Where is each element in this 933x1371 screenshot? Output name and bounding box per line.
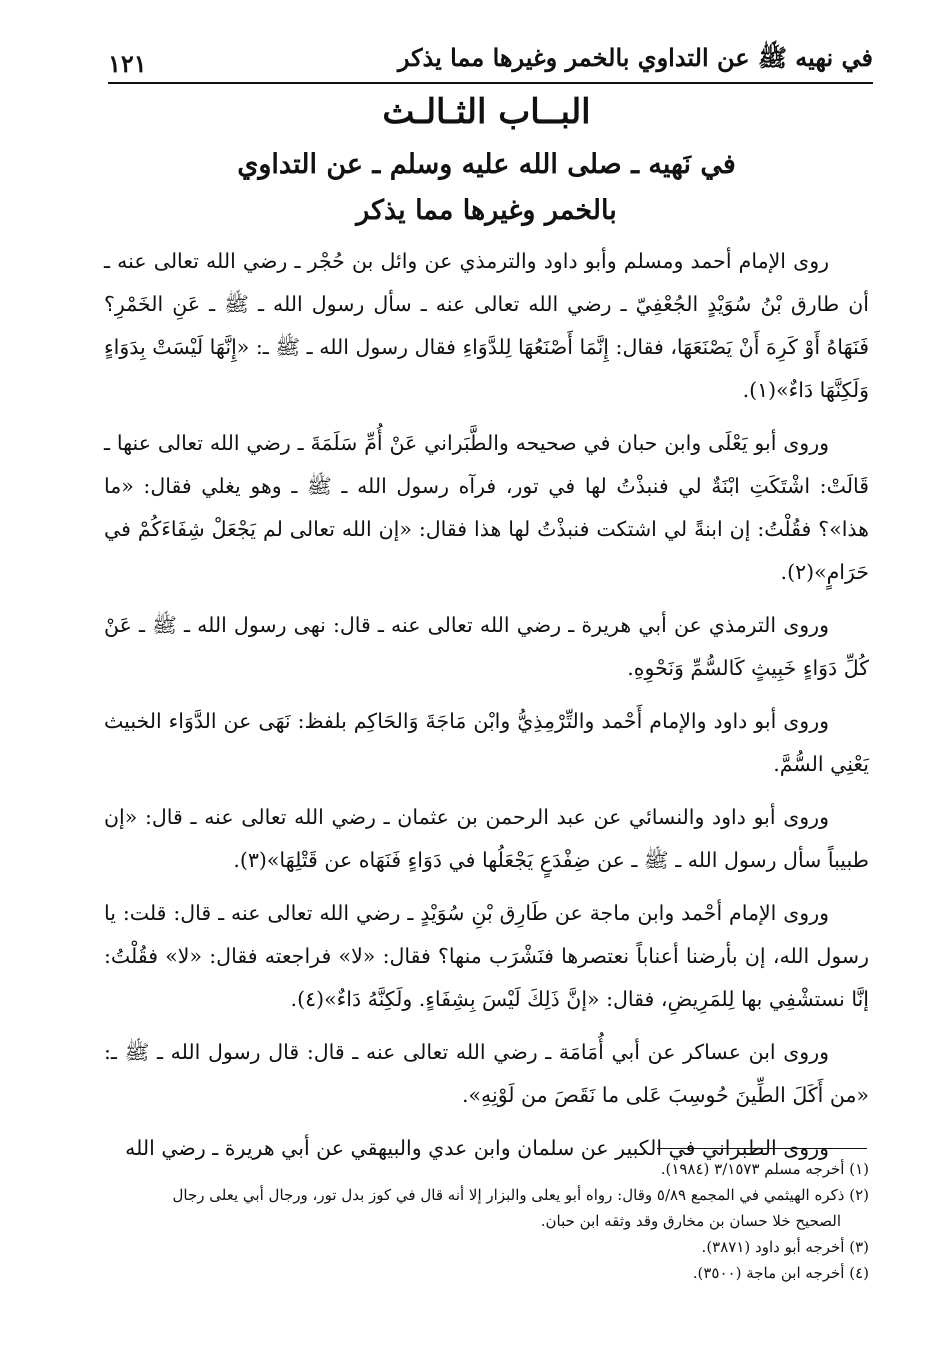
paragraph-3: وروى الترمذي عن أبي هريرة ـ رضي الله تعالى عنه ـ قال: نهى رسول الله ـ ﷺ ـ عَنْ كُلِّ دَوَاءٍ خَبِيثٍ كَالسُّمِّ وَنَحْوِهِ. bbox=[104, 613, 869, 680]
paragraph-7: وروى ابن عساكر عن أبي أُمَامَة ـ رضي الله تعالى عنه ـ قال: قال رسول الله ـ ﷺ ـ: «من أَكَلَ الطِّينَ حُوسِبَ عَلى ما نَقَصَ من لَوْنِهِ». bbox=[104, 1040, 869, 1107]
footnote-1: (١) أخرجه مسلم ٣/١٥٧٣ (١٩٨٤). bbox=[660, 1160, 869, 1178]
page-header bbox=[108, 36, 873, 84]
paragraph-5: وروى أبو داود والنسائي عن عبد الرحمن بن عثمان ـ رضي الله تعالى عنه ـ قال: «إن طبيباً سأل رسول الله ـ ﷺ ـ عن ضِفْدَعٍ يَجْعَلُها في دَوَاءٍ فَنَهَاه عن قَتْلِهَا»(٣). bbox=[104, 805, 869, 872]
chapter-subtitle-line-1: في نَهيه ـ صلى الله عليه وسلم ـ عن التداوي bbox=[237, 149, 736, 180]
chapter-title: البــاب الثـالـث bbox=[382, 92, 591, 132]
paragraph-4: وروى أبو داود والإمام أَحْمد والتِّرْمِذِيُّ وابْن مَاجَةَ وَالحَاكِم بلفظ: نَهَى عن الدَّوَاء الخبيث يَعْنِي السُّمَّ. bbox=[104, 709, 869, 776]
footnote-divider bbox=[657, 1148, 867, 1149]
paragraph-1: روى الإمام أحمد ومسلم وأبو داود والترمذي عن وائل بن حُجْر ـ رضي الله تعالى عنه ـ أن طارق بْنُ سُوَيْدٍ الجُعْفِيّ ـ رضي الله تعالى عنه ـ سأل رسول الله ـ ﷺ ـ عَنِ الخَمْرِ؟ فَنَهَاهُ أَوْ كَرِهَ أَنْ يَصْنَعَهَا، فقال: إِنَّمَا أَصْنَعُهَا لِلدَّوَاءِ فقال رسول الله ـ ﷺ ـ: «إِنَّهَا لَيْسَتْ بِدَوَاءٍ وَلَكِنَّهَا دَاءٌ»(١). bbox=[104, 249, 869, 402]
paragraph-8: وروى الطبراني في الكبير عن سلمان وابن عدي والبيهقي عن أبي هريرة ـ رضي الله bbox=[125, 1136, 829, 1160]
page-number: ١٢١ bbox=[108, 49, 147, 78]
footnotes bbox=[104, 1156, 869, 1286]
paragraph-6: وروى الإمام أحْمد وابن ماجة عن طَارِق بْنِ سُوَيْدٍ ـ رضي الله تعالى عنه ـ قال: قلت: يا رسول الله، إن بأرضنا أعناباً نعتصرها فنَشْرَب منها؟ فقال: «لا» فراجعته فقال: «لا» فقُلْتُ: إنَّا نستشْفِي بها لِلمَرِيضِ، فقال: «إنَّ ذَلِكَ لَيْسَ بِشِفَاءٍ. ولَكِنَّهُ دَاءٌ»(٤). bbox=[104, 901, 869, 1011]
footnote-4: (٤) أخرجه ابن ماجة (٣٥٠٠). bbox=[692, 1264, 869, 1282]
chapter-heading bbox=[100, 92, 873, 234]
chapter-subtitle-line-2: بالخمر وغيرها مما يذكر bbox=[356, 195, 617, 226]
main-text bbox=[104, 240, 869, 1180]
footnote-2-continuation: الصحيح خلا حسان بن مخارق وقد وثقه ابن حبان. bbox=[540, 1212, 841, 1230]
footnote-3: (٣) أخرجه أبو داود (٣٨٧١). bbox=[701, 1238, 869, 1256]
running-title: في نهيه ﷺ عن التداوي بالخمر وغيرها مما يذكر bbox=[397, 43, 873, 72]
footnote-2: (٢) ذكره الهيثمي في المجمع ٥/٨٩ وقال: رواه أبو يعلى والبزار إلا أنه قال في كوز بدل تور، ورجال أبي يعلى رجال bbox=[172, 1186, 869, 1204]
paragraph-2: وروى أبو يَعْلَى وابن حبان في صحيحه والطَّبَراني عَنْ أُمِّ سَلَمَةَ ـ رضي الله تعالى عنها ـ قَالَتْ: اشْتَكَتِ ابْنَةٌ لي فنبذْتُ لها في تور، فرآه رسول الله ـ ﷺ ـ وهو يغلي فقال: «ما هذا»؟ فقُلْتُ: إن ابنةً لي اشتكت فنبذْتُ لها هذا فقال: «إن الله تعالى لم يَجْعَلْ شِفَاءَكُمْ في حَرَامٍ»(٢). bbox=[104, 431, 869, 584]
